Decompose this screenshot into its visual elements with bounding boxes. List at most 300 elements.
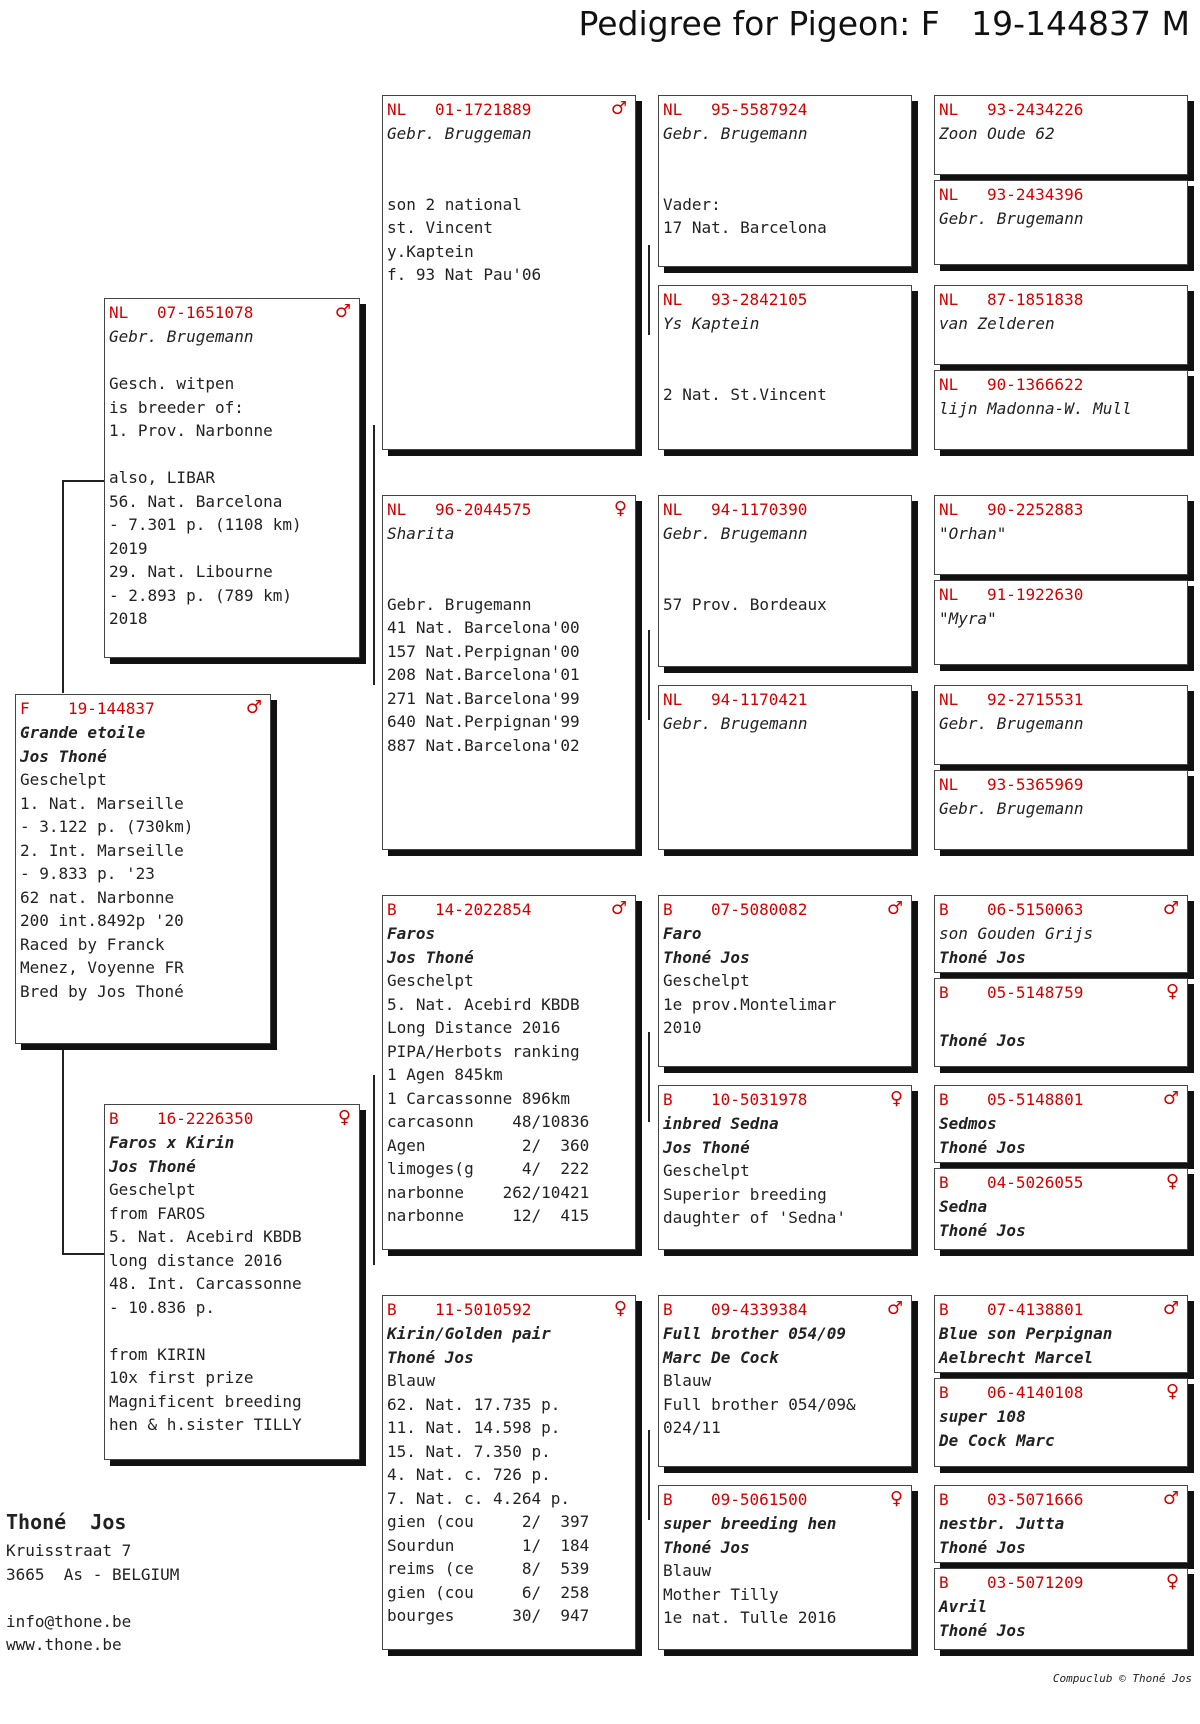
card-line: Raced by Franck: [20, 934, 165, 954]
card-line: Gebr. Brugemann: [109, 327, 254, 346]
card-line: Menez, Voyenne FR: [20, 958, 184, 977]
ring-number: 07-5080082: [711, 900, 808, 919]
ring-number: 93-5365969: [987, 775, 1084, 794]
owner-address-line: [6, 1586, 179, 1610]
card-line: "Myra": [939, 609, 997, 628]
country-code: NL: [939, 185, 959, 204]
ring-number: 87-1851838: [987, 290, 1084, 309]
connector-line: [648, 245, 650, 335]
card-header: [939, 1488, 1187, 1512]
card-line: Gesch. witpen: [109, 374, 235, 393]
pigeon-card-g12: [934, 1168, 1188, 1250]
card-line: 2018: [109, 609, 148, 628]
card-line: Blue son Perpignan: [939, 1324, 1113, 1343]
pigeon-card-g11: [934, 1085, 1188, 1163]
card-header: [939, 898, 1187, 922]
card-line: Thoné Jos: [939, 1620, 1026, 1640]
card-line: 48. Int. Carcassonne: [109, 1274, 302, 1293]
country-code: NL: [939, 290, 959, 309]
card-line: from KIRIN: [109, 1344, 206, 1364]
card-line: 208 Nat.Barcelona'01: [387, 665, 580, 684]
card-header: [939, 373, 1187, 397]
card-line: [387, 146, 635, 170]
card-line: 1. Nat. Marseille: [20, 793, 184, 813]
pigeon-card-g15: [934, 1485, 1188, 1563]
card-line: limoges(g 4/ 222: [387, 1159, 590, 1178]
ring-number: 06-5150063: [987, 900, 1084, 919]
card-header: [939, 288, 1187, 312]
female-icon: ♀: [889, 1488, 903, 1509]
card-line: is breeder of:: [109, 397, 244, 417]
ring-number: 93-2842105: [711, 290, 808, 309]
card-header: [387, 498, 635, 522]
country-code: B: [939, 900, 949, 919]
card-line: 1 Agen 845km: [387, 1065, 503, 1084]
card-line: Geschelpt: [663, 1161, 750, 1180]
card-line: Grande etoile: [20, 723, 146, 742]
owner-website[interactable]: www.thone.be: [6, 1635, 122, 1654]
ring-number: 03-5071666: [987, 1490, 1084, 1509]
card-line: 62 nat. Narbonne: [20, 887, 175, 907]
card-line: [109, 349, 359, 373]
card-line: 62. Nat. 17.735 p.: [387, 1394, 561, 1414]
card-line: Blauw: [387, 1371, 436, 1390]
card-line: narbonne 262/10421: [387, 1182, 590, 1202]
card-line: Faros: [387, 924, 436, 943]
connector-line: [648, 1032, 650, 1122]
country-code: B: [109, 1109, 119, 1128]
card-line: Thoné Jos: [387, 1347, 474, 1367]
card-line: Magnificent breeding: [109, 1391, 302, 1411]
card-line: 7. Nat. c. 4.264 p.: [387, 1488, 571, 1508]
country-code: B: [663, 1300, 673, 1319]
connector-line: [373, 1075, 375, 1265]
card-line: Ys Kaptein: [663, 314, 760, 333]
card-line: inbred Sedna: [663, 1114, 779, 1133]
card-header: [20, 697, 270, 721]
card-header: [663, 98, 911, 122]
card-line: daughter of 'Sedna': [663, 1208, 847, 1227]
pigeon-card-dd: [382, 1295, 636, 1650]
country-code: B: [939, 983, 949, 1002]
pigeon-card-ssd: [658, 285, 912, 450]
country-code: NL: [663, 290, 683, 309]
card-line: gien (cou 2/ 397: [387, 1512, 590, 1531]
card-line: - 3.122 p. (730km): [20, 817, 194, 836]
ring-number: 03-5071209: [987, 1573, 1084, 1592]
card-line: [663, 169, 911, 193]
card-line: Thoné Jos: [939, 1137, 1026, 1157]
card-line: Faros x Kirin: [109, 1133, 235, 1152]
card-line: lijn Madonna-W. Mull: [939, 399, 1132, 418]
ring-number: 05-5148759: [987, 983, 1084, 1002]
card-line: Geschelpt: [663, 971, 750, 990]
card-line: - 2.893 p. (789 km): [109, 585, 293, 605]
ring-number: 94-1170421: [711, 690, 808, 709]
country-code: B: [939, 1573, 949, 1592]
card-line: gien (cou 6/ 258: [387, 1582, 590, 1602]
card-line: Geschelpt: [20, 770, 107, 789]
pigeon-card-g13: [934, 1295, 1188, 1373]
ring-number: 16-2226350: [157, 1109, 254, 1128]
card-header: [939, 1571, 1187, 1595]
pigeon-card-subject: [15, 694, 271, 1044]
card-header: [939, 1171, 1187, 1195]
country-code: NL: [663, 100, 683, 119]
country-code: NL: [663, 500, 683, 519]
country-code: NL: [939, 690, 959, 709]
card-header: [939, 583, 1187, 607]
card-line: - 7.301 p. (1108 km): [109, 515, 302, 534]
card-line: Faro: [663, 924, 702, 943]
card-header: [387, 898, 635, 922]
card-line: [663, 146, 911, 170]
card-line: Thoné Jos: [939, 1537, 1026, 1557]
connector-line: [648, 630, 650, 720]
ring-number: 14-2022854: [435, 900, 532, 919]
card-line: Aelbrecht Marcel: [939, 1347, 1094, 1367]
card-header: [939, 981, 1187, 1005]
card-line: Jos Thoné: [109, 1156, 196, 1176]
ring-number: 95-5587924: [711, 100, 808, 119]
card-line: Sedna: [939, 1197, 988, 1216]
card-line: narbonne 12/ 415: [387, 1206, 590, 1225]
card-line: [109, 1319, 359, 1343]
card-header: [109, 1107, 359, 1131]
pigeon-card-dss: [658, 895, 912, 1067]
card-header: [939, 98, 1187, 122]
card-line: Blauw: [663, 1371, 712, 1390]
card-line: Gebr. Brugemann: [663, 524, 808, 543]
ring-number: 93-2434226: [987, 100, 1084, 119]
page-title: Pedigree for Pigeon: F 19-144837 M: [578, 4, 1190, 43]
country-code: B: [939, 1173, 949, 1192]
card-line: st. Vincent: [387, 218, 493, 237]
card-header: [939, 1298, 1187, 1322]
pigeon-card-g1: [934, 95, 1188, 175]
pigeon-card-g9: [934, 895, 1188, 973]
card-line: Sedmos: [939, 1114, 997, 1133]
card-line: 1. Prov. Narbonne: [109, 421, 273, 440]
ring-number: 09-4339384: [711, 1300, 808, 1319]
card-line: 1e prov.Montelimar: [663, 994, 837, 1014]
card-line: Geschelpt: [387, 971, 474, 990]
card-line: 200 int.8492p '20: [20, 911, 184, 930]
card-line: also, LIBAR: [109, 468, 215, 487]
female-icon: ♀: [1165, 1571, 1179, 1592]
male-icon: ♂: [886, 1298, 903, 1319]
card-header: [939, 1088, 1187, 1112]
card-header: [663, 1088, 911, 1112]
female-icon: ♀: [1165, 1381, 1179, 1402]
connector-line: [62, 1253, 104, 1255]
pigeon-card-sire: [104, 298, 360, 658]
card-line: De Cock Marc: [939, 1430, 1055, 1450]
card-line: 887 Nat.Barcelona'02: [387, 735, 580, 755]
card-line: Gebr. Bruggeman: [387, 124, 532, 143]
pigeon-card-sss: [658, 95, 912, 267]
card-line: reims (ce 8/ 539: [387, 1559, 590, 1578]
pigeon-card-g14: [934, 1378, 1188, 1467]
card-line: 2010: [663, 1018, 702, 1037]
card-header: [939, 498, 1187, 522]
country-code: NL: [663, 690, 683, 709]
card-line: Thoné Jos: [663, 1537, 750, 1557]
pigeon-card-dam: [104, 1104, 360, 1460]
ring-number: 94-1170390: [711, 500, 808, 519]
card-line: [109, 443, 359, 467]
card-header: [939, 183, 1187, 207]
card-line: 57 Prov. Bordeaux: [663, 594, 827, 614]
country-code: NL: [109, 303, 129, 322]
card-line: 271 Nat.Barcelona'99: [387, 688, 580, 708]
ring-number: 05-5148801: [987, 1090, 1084, 1109]
card-line: f. 93 Nat Pau'06: [387, 265, 542, 284]
card-line: Jos Thoné: [20, 746, 107, 766]
card-line: from FAROS: [109, 1203, 206, 1223]
country-code: F: [20, 699, 30, 718]
connector-line: [62, 1040, 64, 1253]
country-code: NL: [939, 500, 959, 519]
owner-name: Thoné Jos: [6, 1510, 127, 1534]
card-line: Gebr. Brugemann: [663, 714, 808, 733]
card-header: [387, 1298, 635, 1322]
card-line: Thoné Jos: [939, 1030, 1026, 1050]
female-icon: ♀: [613, 498, 627, 519]
country-code: B: [663, 1090, 673, 1109]
card-line: Bred by Jos Thoné: [20, 981, 184, 1001]
card-line: Gebr. Brugemann: [939, 799, 1084, 818]
connector-line: [373, 425, 375, 685]
card-header: [663, 288, 911, 312]
card-line: super 108: [939, 1407, 1026, 1426]
country-code: B: [939, 1300, 949, 1319]
pigeon-card-g7: [934, 685, 1188, 765]
pigeon-card-dds: [658, 1295, 912, 1467]
male-icon: ♂: [610, 98, 627, 119]
country-code: NL: [939, 775, 959, 794]
ring-number: 11-5010592: [435, 1300, 532, 1319]
card-line: hen & h.sister TILLY: [109, 1415, 302, 1434]
card-line: Mother Tilly: [663, 1584, 779, 1604]
card-header: [939, 1381, 1187, 1405]
card-line: Gebr. Brugemann: [939, 714, 1084, 733]
card-line: [387, 546, 635, 570]
card-line: Thoné Jos: [939, 1220, 1026, 1240]
card-line: 41 Nat. Barcelona'00: [387, 618, 580, 637]
card-line: 29. Nat. Libourne: [109, 562, 273, 581]
card-line: Full brother 054/09&: [663, 1394, 856, 1414]
pigeon-card-g10: [934, 978, 1188, 1067]
card-line: Agen 2/ 360: [387, 1135, 590, 1155]
card-line: [387, 569, 635, 593]
card-line: 10x first prize: [109, 1368, 254, 1387]
card-header: [109, 301, 359, 325]
card-line: 1 Carcassonne 896km: [387, 1088, 571, 1108]
card-line: [663, 569, 911, 593]
card-line: PIPA/Herbots ranking: [387, 1041, 580, 1061]
card-line: Blauw: [663, 1561, 712, 1580]
card-line: 5. Nat. Acebird KBDB: [109, 1227, 302, 1246]
card-header: [663, 1488, 911, 1512]
ring-number: 91-1922630: [987, 585, 1084, 604]
pigeon-card-dsd: [658, 1085, 912, 1250]
card-line: Geschelpt: [109, 1180, 196, 1199]
card-line: son 2 national: [387, 194, 522, 214]
pigeon-card-ddd: [658, 1485, 912, 1650]
card-line: 2. Int. Marseille: [20, 840, 184, 860]
female-icon: ♀: [337, 1107, 351, 1128]
card-line: - 9.833 p. '23: [20, 864, 155, 883]
card-header: [663, 1298, 911, 1322]
card-line: 4. Nat. c. 726 p.: [387, 1465, 551, 1484]
country-code: NL: [939, 585, 959, 604]
card-line: Vader:: [663, 194, 721, 214]
ring-number: 90-2252883: [987, 500, 1084, 519]
card-line: Superior breeding: [663, 1184, 827, 1204]
country-code: B: [663, 1490, 673, 1509]
ring-number: 19-144837: [68, 699, 155, 718]
country-code: B: [939, 1490, 949, 1509]
ring-number: 04-5026055: [987, 1173, 1084, 1192]
pigeon-card-sds: [658, 495, 912, 667]
female-icon: ♀: [1165, 981, 1179, 1002]
card-line: Kirin/Golden pair: [387, 1324, 551, 1343]
owner-info: [6, 1505, 179, 1657]
ring-number: 07-4138801: [987, 1300, 1084, 1319]
ring-number: 01-1721889: [435, 100, 532, 119]
card-line: 56. Nat. Barcelona: [109, 491, 283, 511]
card-line: Gebr. Brugemann: [663, 124, 808, 143]
male-icon: ♂: [245, 697, 262, 718]
card-line: Full brother 054/09: [663, 1324, 847, 1343]
card-line: bourges 30/ 947: [387, 1606, 590, 1625]
ring-number: 96-2044575: [435, 500, 532, 519]
country-code: NL: [387, 500, 407, 519]
pigeon-card-g3: [934, 285, 1188, 365]
male-icon: ♂: [1162, 1298, 1179, 1319]
footer-credit: Compuclub © Thoné Jos: [1052, 1672, 1192, 1685]
card-line: van Zelderen: [939, 314, 1055, 333]
ring-number: 09-5061500: [711, 1490, 808, 1509]
ring-number: 06-4140108: [987, 1383, 1084, 1402]
country-code: B: [387, 900, 397, 919]
card-line: 2 Nat. St.Vincent: [663, 384, 827, 404]
card-header: [663, 498, 911, 522]
pigeon-card-sdd: [658, 685, 912, 850]
pigeon-card-g6: [934, 580, 1188, 665]
country-code: NL: [387, 100, 407, 119]
female-icon: ♀: [889, 1088, 903, 1109]
card-line: 024/11: [663, 1418, 721, 1437]
card-line: carcasonn 48/10836: [387, 1112, 590, 1131]
owner-address-line: 3665 As - BELGIUM: [6, 1564, 180, 1584]
card-line: 17 Nat. Barcelona: [663, 218, 827, 237]
male-icon: ♂: [886, 898, 903, 919]
card-line: 2019: [109, 538, 148, 558]
connector-line: [62, 480, 104, 482]
owner-email[interactable]: info@thone.be: [6, 1611, 132, 1631]
card-line: [663, 546, 911, 570]
card-header: [939, 688, 1187, 712]
owner-address-line: Kruisstraat 7: [6, 1541, 132, 1560]
card-line: Zoon Oude 62: [939, 124, 1055, 143]
card-line: 11. Nat. 14.598 p.: [387, 1418, 561, 1437]
card-line: 15. Nat. 7.350 p.: [387, 1441, 551, 1461]
card-line: nestbr. Jutta: [939, 1514, 1065, 1533]
card-line: Sourdun 1/ 184: [387, 1535, 590, 1555]
card-line: [663, 359, 911, 383]
card-line: 640 Nat.Perpignan'99: [387, 712, 580, 731]
card-line: 157 Nat.Perpignan'00: [387, 641, 580, 661]
country-code: B: [939, 1090, 949, 1109]
card-line: Thoné Jos: [663, 947, 750, 967]
pigeon-card-g8: [934, 770, 1188, 850]
card-line: Marc De Cock: [663, 1347, 779, 1367]
male-icon: ♂: [334, 301, 351, 322]
card-header: [939, 773, 1187, 797]
card-line: "Orhan": [939, 524, 1007, 543]
card-line: Thoné Jos: [939, 947, 1026, 967]
card-line: super breeding hen: [663, 1514, 837, 1533]
card-line: Jos Thoné: [387, 947, 474, 967]
ring-number: 93-2434396: [987, 185, 1084, 204]
ring-number: 92-2715531: [987, 690, 1084, 709]
country-code: NL: [939, 375, 959, 394]
card-line: [387, 169, 635, 193]
pigeon-card-ds: [382, 895, 636, 1250]
card-header: [663, 898, 911, 922]
card-line: son Gouden Grijs: [939, 924, 1094, 943]
card-line: [663, 336, 911, 360]
ring-number: 90-1366622: [987, 375, 1084, 394]
country-code: B: [663, 900, 673, 919]
card-line: Sharita: [387, 524, 455, 543]
country-code: B: [387, 1300, 397, 1319]
pigeon-card-ss: [382, 95, 636, 450]
pigeon-card-g4: [934, 370, 1188, 450]
connector-line: [648, 1430, 650, 1520]
ring-number: 07-1651078: [157, 303, 254, 322]
male-icon: ♂: [610, 898, 627, 919]
card-line: 1e nat. Tulle 2016: [663, 1608, 837, 1627]
card-line: Gebr. Brugemann: [387, 594, 532, 614]
male-icon: ♂: [1162, 1488, 1179, 1509]
card-line: Avril: [939, 1597, 988, 1616]
pigeon-card-g5: [934, 495, 1188, 575]
pigeon-card-sd: [382, 495, 636, 850]
card-line: 5. Nat. Acebird KBDB: [387, 994, 580, 1014]
card-line: - 10.836 p.: [109, 1297, 215, 1317]
country-code: NL: [939, 100, 959, 119]
country-code: B: [939, 1383, 949, 1402]
card-header: [663, 688, 911, 712]
card-line: y.Kaptein: [387, 241, 474, 261]
card-line: Jos Thoné: [663, 1137, 750, 1157]
pigeon-card-g16: [934, 1568, 1188, 1650]
pigeon-card-g2: [934, 180, 1188, 265]
card-line: [939, 1005, 1187, 1029]
female-icon: ♀: [1165, 1171, 1179, 1192]
card-header: [387, 98, 635, 122]
card-line: Long Distance 2016: [387, 1018, 561, 1037]
connector-line: [62, 480, 64, 693]
male-icon: ♂: [1162, 898, 1179, 919]
card-line: long distance 2016: [109, 1250, 283, 1270]
card-line: Gebr. Brugemann: [939, 209, 1084, 228]
female-icon: ♀: [613, 1298, 627, 1319]
ring-number: 10-5031978: [711, 1090, 808, 1109]
